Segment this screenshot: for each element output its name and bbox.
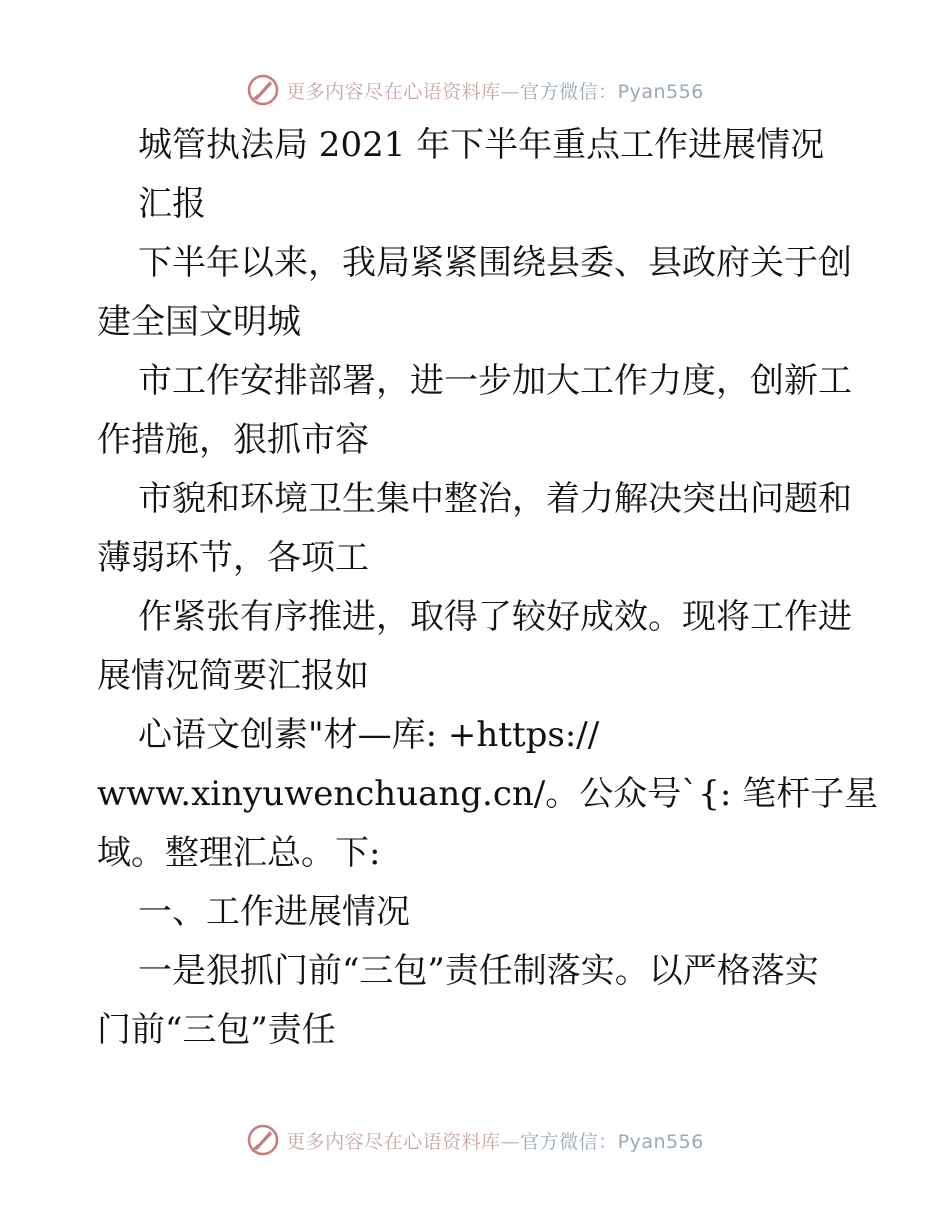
doc-title: 城管执法局 2021 年下半年重点工作进展情况 bbox=[138, 125, 825, 165]
header-banner bbox=[0, 70, 950, 110]
doc-line: 下半年以来，我局紧紧围绕县委、县政府关于创 bbox=[138, 243, 852, 283]
banner-main: 更多内容尽在心语资料库 bbox=[286, 1130, 501, 1153]
document-body bbox=[97, 116, 879, 1060]
doc-line: 域。整理汇总。下: bbox=[97, 833, 381, 873]
doc-line: 门前“三包”责任 bbox=[97, 1010, 336, 1050]
banner-text bbox=[286, 1127, 704, 1154]
banner-wechat: 官方微信：Pyan556 bbox=[520, 1130, 704, 1153]
doc-line: 薄弱环节，各项工 bbox=[97, 538, 369, 578]
doc-line: 心语文创素"材—库: +https:// bbox=[138, 715, 600, 755]
banner-wechat: 官方微信：Pyan556 bbox=[520, 80, 704, 103]
banner-separator: — bbox=[500, 80, 521, 103]
footer-banner bbox=[0, 1120, 950, 1160]
section-heading: 一、工作进展情况 bbox=[138, 892, 410, 932]
banner-text bbox=[286, 77, 704, 104]
doc-line: 市工作安排部署，进一步加大工作力度，创新工 bbox=[138, 361, 852, 401]
banner-separator: — bbox=[500, 1130, 521, 1153]
doc-line: www.xinyuwenchuang.cn/。公众号`{: 笔杆子星 bbox=[97, 774, 879, 814]
quill-logo-icon bbox=[246, 73, 280, 107]
doc-line: 建全国文明城 bbox=[97, 302, 301, 342]
doc-line: 作紧张有序推进，取得了较好成效。现将工作进 bbox=[138, 597, 852, 637]
quill-logo-icon bbox=[246, 1123, 280, 1157]
doc-line: 市貌和环境卫生集中整治，着力解决突出问题和 bbox=[138, 479, 852, 519]
doc-line: 展情况简要汇报如 bbox=[97, 656, 369, 696]
doc-line: 作措施，狠抓市容 bbox=[97, 420, 369, 460]
doc-title-cont: 汇报 bbox=[138, 184, 206, 224]
doc-line: 一是狠抓门前“三包”责任制落实。以严格落实 bbox=[138, 951, 819, 991]
banner-main: 更多内容尽在心语资料库 bbox=[286, 80, 501, 103]
